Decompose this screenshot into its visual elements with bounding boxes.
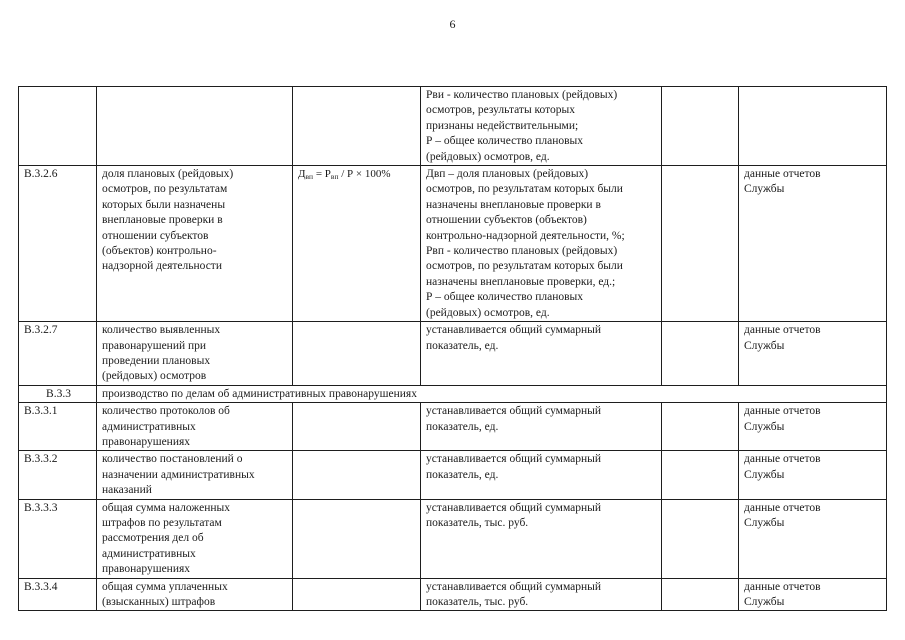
source-cell: [739, 451, 887, 499]
name-line: которых были назначены: [102, 198, 226, 211]
empty-cell: [662, 322, 739, 386]
source-cell: [739, 87, 887, 166]
name-line: правонарушениях: [102, 563, 191, 576]
source-line: Службы: [744, 468, 785, 481]
name-line: общая сумма наложенных: [102, 501, 230, 514]
method-line: признаны недействительными;: [426, 119, 579, 132]
formula-cell: [293, 403, 421, 451]
method-cell: [421, 403, 662, 451]
table-row: [19, 451, 887, 499]
method-line: (рейдовых) осмотров, ед.: [426, 306, 550, 319]
table-row: [19, 578, 887, 611]
name-line: административных: [102, 420, 196, 433]
indicators-table: [18, 86, 887, 611]
name-line: назначении административных: [102, 468, 255, 481]
source-line: Службы: [744, 596, 785, 608]
source-line: Службы: [744, 339, 785, 352]
formula-cell: [293, 578, 421, 611]
method-cell: [421, 166, 662, 322]
code-cell: В.3.3.4: [19, 578, 97, 611]
name-line: количество постановлений о: [102, 453, 243, 466]
empty-cell: [662, 403, 739, 451]
formula-cell: [293, 166, 421, 322]
method-line: устанавливается общий суммарный: [426, 324, 602, 337]
method-line: Двп – доля плановых (рейдовых): [426, 168, 589, 181]
formula-cell: [293, 87, 421, 166]
section-title: производство по делам об административных правонарушениях: [97, 385, 887, 402]
formula-subscript: вп: [330, 172, 339, 182]
empty-cell: [662, 87, 739, 166]
method-line: устанавливается общий суммарный: [426, 580, 602, 593]
method-line: назначены внеплановые проверки в: [426, 198, 601, 211]
name-cell: [97, 322, 293, 386]
name-line: (взысканных) штрафов: [102, 596, 216, 608]
section-row: [19, 385, 887, 402]
name-line: правонарушений при: [102, 339, 207, 352]
table-row: [19, 322, 887, 386]
source-cell: [739, 578, 887, 611]
name-line: штрафов по результатам: [102, 516, 222, 529]
name-line: отношении субъектов: [102, 229, 209, 242]
method-line: показатель, тыс. руб.: [426, 596, 529, 608]
name-line: (рейдовых) осмотров: [102, 370, 207, 383]
name-cell: [97, 403, 293, 451]
formula-subscript: вп: [305, 172, 314, 182]
name-line: осмотров, по результатам: [102, 183, 228, 196]
code-cell: В.3.2.7: [19, 322, 97, 386]
name-line: внеплановые проверки в: [102, 214, 223, 227]
code-cell: В.3.2.6: [19, 166, 97, 322]
name-line: (объектов) контрольно-: [102, 245, 217, 258]
code-cell: В.3.3.2: [19, 451, 97, 499]
formula-rest: = Р: [313, 168, 331, 181]
method-cell: [421, 87, 662, 166]
source-cell: [739, 499, 887, 578]
source-line: данные отчетов: [744, 453, 821, 466]
name-line: наказаний: [102, 484, 152, 497]
source-cell: [739, 403, 887, 451]
method-cell: [421, 322, 662, 386]
empty-cell: [662, 166, 739, 322]
table-row: [19, 166, 887, 322]
method-line: осмотров, по результатам которых были: [426, 183, 623, 196]
name-line: количество выявленных: [102, 324, 221, 337]
name-line: доля плановых (рейдовых): [102, 168, 234, 181]
name-cell: [97, 578, 293, 611]
formula-cell: [293, 451, 421, 499]
table-row: [19, 87, 887, 166]
method-cell: [421, 499, 662, 578]
method-line: осмотров, результаты которых: [426, 104, 576, 117]
empty-cell: [662, 578, 739, 611]
formula-main: Д: [298, 168, 306, 181]
formula-cell: [293, 499, 421, 578]
name-cell: [97, 166, 293, 322]
method-line: назначены внеплановые проверки, ед.;: [426, 275, 616, 288]
name-cell: [97, 451, 293, 499]
source-line: данные отчетов: [744, 168, 821, 181]
method-line: Рви - количество плановых (рейдовых): [426, 89, 618, 101]
name-line: проведении плановых: [102, 354, 211, 367]
table-row: [19, 499, 887, 578]
formula-cell: [293, 322, 421, 386]
code-cell: В.3.3.3: [19, 499, 97, 578]
source-line: данные отчетов: [744, 324, 821, 337]
method-line: Рвп - количество плановых (рейдовых): [426, 245, 618, 258]
formula-tail: / Р × 100%: [338, 168, 391, 181]
source-cell: [739, 166, 887, 322]
method-cell: [421, 578, 662, 611]
source-cell: [739, 322, 887, 386]
section-code: В.3.3: [19, 385, 97, 402]
name-line: правонарушениях: [102, 435, 191, 448]
method-line: показатель, ед.: [426, 468, 499, 481]
method-line: контрольно-надзорной деятельности, %;: [426, 229, 625, 242]
method-line: показатель, ед.: [426, 420, 499, 433]
method-line: показатель, ед.: [426, 339, 499, 352]
method-line: показатель, тыс. руб.: [426, 516, 529, 529]
method-cell: [421, 451, 662, 499]
table-row: [19, 403, 887, 451]
name-line: надзорной деятельности: [102, 260, 222, 273]
method-line: устанавливается общий суммарный: [426, 405, 602, 418]
code-cell: В.3.3.1: [19, 403, 97, 451]
name-cell: [97, 87, 293, 166]
name-cell: [97, 499, 293, 578]
page-number: 6: [449, 17, 456, 31]
name-line: рассмотрения дел об: [102, 532, 204, 545]
name-line: количество протоколов об: [102, 405, 230, 418]
method-line: устанавливается общий суммарный: [426, 501, 602, 514]
source-line: Службы: [744, 183, 785, 196]
name-line: административных: [102, 547, 196, 560]
method-line: осмотров, по результатам которых были: [426, 260, 623, 273]
code-cell: [19, 87, 97, 166]
source-line: данные отчетов: [744, 501, 821, 514]
source-line: данные отчетов: [744, 405, 821, 418]
method-line: Р – общее количество плановых: [426, 291, 584, 304]
method-line: отношении субъектов (объектов): [426, 214, 587, 227]
empty-cell: [662, 451, 739, 499]
method-line: (рейдовых) осмотров, ед.: [426, 150, 550, 163]
source-line: Службы: [744, 420, 785, 433]
source-line: данные отчетов: [744, 580, 821, 593]
name-line: общая сумма уплаченных: [102, 580, 228, 593]
source-line: Службы: [744, 516, 785, 529]
method-line: Р – общее количество плановых: [426, 135, 584, 148]
empty-cell: [662, 499, 739, 578]
method-line: устанавливается общий суммарный: [426, 453, 602, 466]
